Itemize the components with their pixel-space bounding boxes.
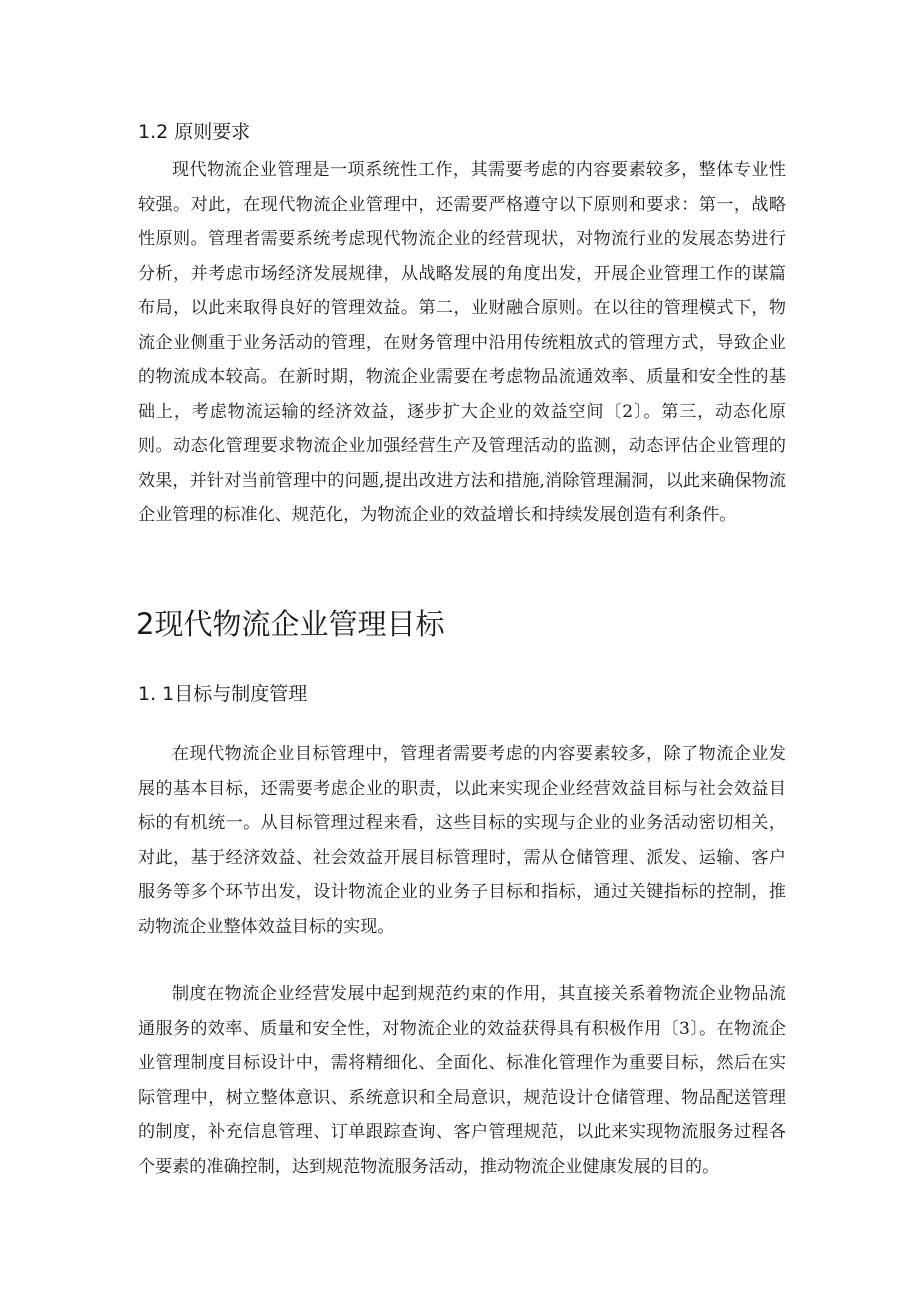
section-heading-goal-and-system: 1. 1目标与制度管理	[138, 683, 308, 705]
section-heading-principles: 1.2 原则要求	[138, 121, 251, 143]
paragraph-system-management: 制度在物流企业经营发展中起到规范约束的作用，其直接关系着物流企业物品流通服务的效率、质量和安全性，对物流企业的效益获得具有积极作用〔3〕。在物流企业管理制度目标设计中，需将精细化、全面化、标准化管理作为重要目标，然后在实际管理中，树立整体意识、系统意识和全局意识，规范设计仓储管理、物品配送管理的制度，补充信息管理、订单跟踪查询、客户管理规范，以此来实现物流服务过程各个要素的准确控制，达到规范物流服务活动，推动物流企业健康发展的目的。	[138, 984, 786, 1177]
paragraph-goal-management: 在现代物流企业目标管理中，管理者需要考虑的内容要素较多，除了物流企业发展的基本目标，还需要考虑企业的职责，以此来实现企业经营效益目标与社会效益目标的有机统一。从目标管理过程来看，这些目标的实现与企业的业务活动密切相关，对此，基于经济效益、社会效益开展目标管理时，需从仓储管理、派发、运输、客户服务等多个环节出发，设计物流企业的业务子目标和指标，通过关键指标的控制，推动物流企业整体效益目标的实现。	[138, 744, 786, 937]
paragraph-principles: 现代物流企业管理是一项系统性工作，其需要考虑的内容要素较多，整体专业性较强。对此，在现代物流企业管理中，还需要严格遵守以下原则和要求：第一，战略性原则。管理者需要系统考虑现代物流企业的经营现状，对物流行业的发展态势进行分析，并考虑市场经济发展规律，从战略发展的角度出发，开展企业管理工作的谋篇布局，以此来取得良好的管理效益。第二，业财融合原则。在以往的管理模式下，物流企业侧重于业务活动的管理，在财务管理中沿用传统粗放式的管理方式，导致企业的物流成本较高。在新时期，物流企业需要在考虑物品流通效率、质量和安全性的基础上，考虑物流运输的经济效益，逐步扩大企业的效益空间〔2〕。第三，动态化原则。动态化管理要求物流企业加强经营生产及管理活动的监测，动态评估企业管理的效果，并针对当前管理中的问题,提出改进方法和措施,消除管理漏洞，以此来确保物流企业管理的标准化、规范化，为物流企业的效益增长和持续发展创造有利条件。	[138, 160, 786, 525]
chapter-heading-management-goals: 2现代物流企业管理目标	[136, 607, 445, 641]
